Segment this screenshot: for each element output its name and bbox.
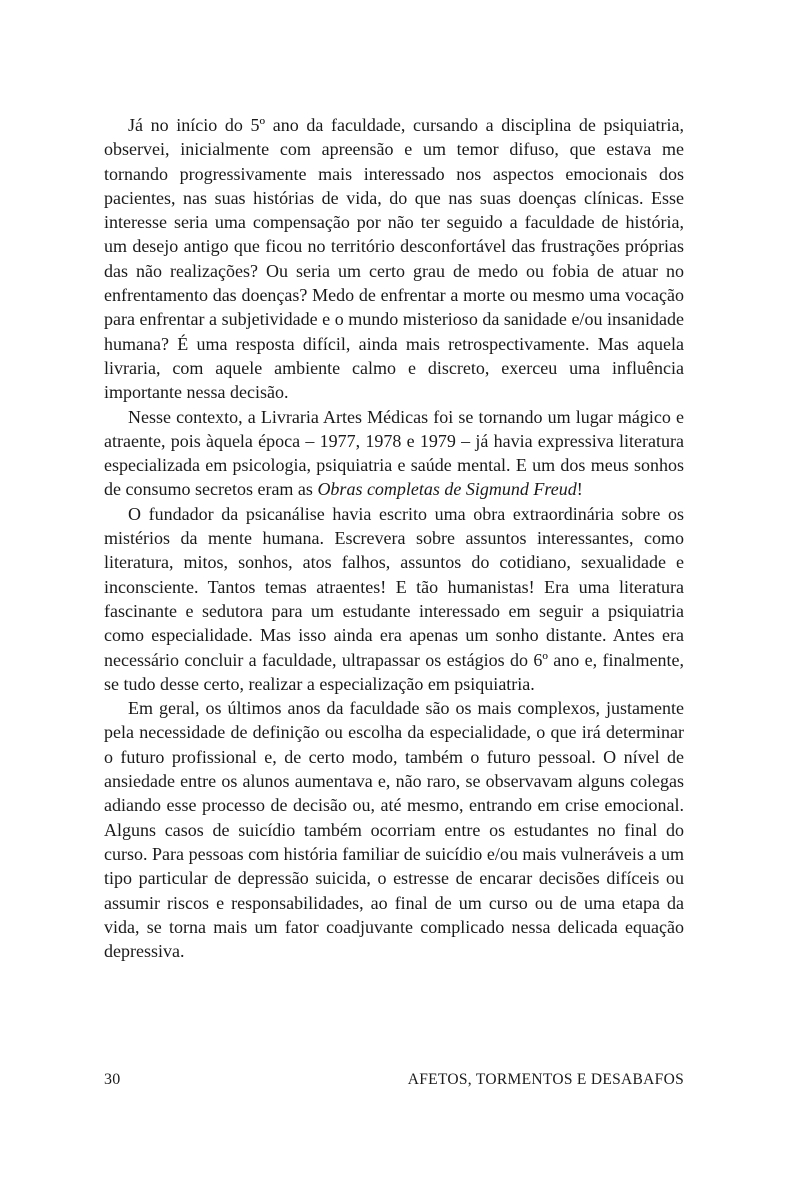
paragraph-text: Nesse contexto, a Livraria Artes Médicas foi se tornando um lugar mágico e atraente, pois àquela época – 1977, 1978 e 1979 – já havia expressiva literatura especializada em psicologia, psiquiatria e saúde mental. E um dos meus sonhos de consumo secretos eram as [104, 406, 684, 500]
paragraph [104, 113, 684, 405]
running-title: AFETOS, TORMENTOS E DESABAFOS [407, 1071, 684, 1088]
paragraph-text: Em geral, os últimos anos da faculdade são os mais complexos, justamente pela necessidade de definição ou escolha da especialidade, o que irá determinar o futuro profissional e, de certo modo, também o futuro pessoal. O nível de ansiedade entre os alunos aumentava e, não raro, se observavam alguns colegas adiando esse processo de decisão ou, até mesmo, entrando em crise emocional. Alguns casos de suicídio também ocorriam entre os estudantes no final do curso. Para pessoas com história familiar de suicídio e/ou mais vulneráveis a um tipo particular de depressão suicida, o estresse de encarar decisões difíceis ou assumir riscos e responsabilidades, ao final de um curso ou de uma etapa da vida, se torna mais um fator coadjuvante complicado nessa delicada equação depressiva. [104, 698, 684, 962]
paragraph [104, 405, 684, 502]
paragraph-text: O fundador da psicanálise havia escrito uma obra extraordinária sobre os mistérios da mente humana. Escrevera sobre assuntos interessantes, como literatura, mitos, sonhos, atos falhos, assuntos do cotidiano, sexualidade e inconsciente. Tantos temas atraentes! E tão humanistas! Era uma literatura fascinante e sedutora para um estudante interessado em seguir a psiquiatria como especialidade. Mas isso ainda era apenas um sonho distante. Antes era necessário concluir a faculdade, ultrapassar os estágios do 6º ano e, finalmente, se tudo desse certo, realizar a especialização em psiquiatria. [104, 503, 684, 694]
page-number: 30 [104, 1071, 121, 1088]
book-title: Obras completas de Sigmund Freud [317, 479, 577, 500]
paragraph-text: Já no início do 5º ano da faculdade, cursando a disciplina de psiquiatria, observei, inicialmente com apreensão e um temor difuso, que estava me tornando progressivamente mais interessado nos aspectos emocionais dos pacientes, nas suas histórias de vida, do que nas suas doenças clínicas. Esse interesse seria uma compensação por não ter seguido a faculdade de história, um desejo antigo que ficou no território desconfortável das frustrações próprias das não realizações? Ou seria um certo grau de medo ou fobia de atuar no enfrentamento das doenças? Medo de enfrentar a morte ou mesmo uma vocação para enfrentar a subjetividade e o mundo misterioso da sanidade e/ou insanidade humana? É uma resposta difícil, ainda mais retrospectivamente. Mas aquela livraria, com aquele ambiente calmo e discreto, exerceu uma influência importante nessa decisão. [104, 115, 684, 403]
paragraph [104, 696, 684, 963]
page-footer [104, 1071, 684, 1095]
paragraph [104, 502, 684, 696]
body-text [104, 113, 684, 963]
paragraph-text: ! [576, 479, 583, 500]
